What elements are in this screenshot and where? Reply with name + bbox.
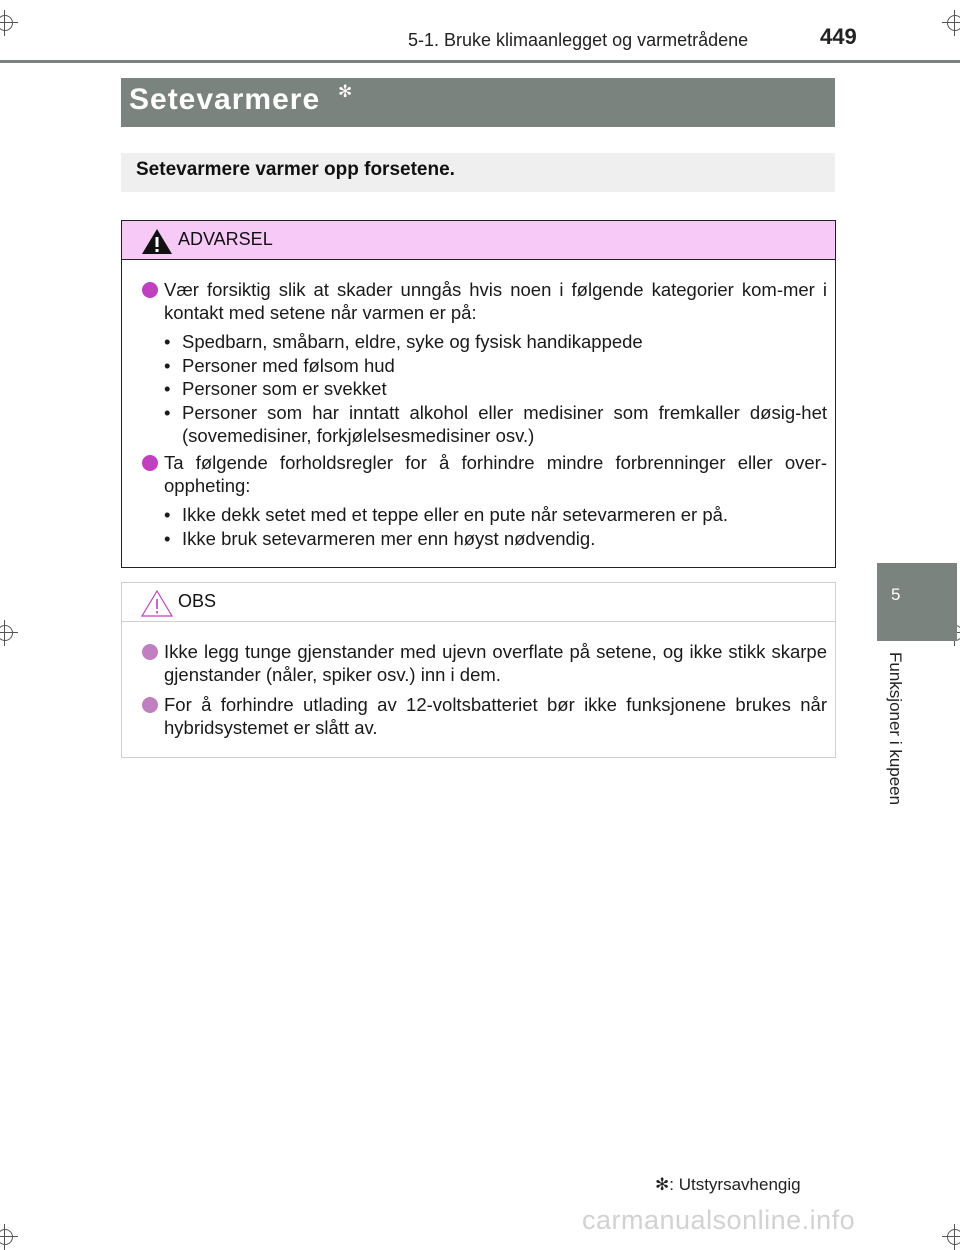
page-number: 449 bbox=[820, 24, 857, 49]
warning-sublist bbox=[164, 330, 827, 448]
registration-mark bbox=[942, 10, 960, 36]
list-item: • Personer som er svekket bbox=[164, 377, 827, 401]
summary-box bbox=[121, 153, 835, 192]
list-item: • Personer som har inntatt alkohol eller medisiner som fremkaller døsig-het (sovemedisiner, forkjølelsesmedisiner osv.) bbox=[164, 401, 827, 448]
warning-item bbox=[164, 451, 827, 497]
warning-triangle-icon bbox=[141, 227, 173, 255]
notice-item bbox=[164, 693, 827, 739]
warning-box bbox=[121, 220, 836, 568]
list-item: • Ikke dekk setet med et teppe eller en pute når setevarmeren er på. bbox=[164, 503, 827, 527]
list-item: • Spedbarn, småbarn, eldre, syke og fysisk handikappede bbox=[164, 330, 827, 354]
bullet-dot-icon bbox=[142, 644, 158, 660]
chapter-tab bbox=[877, 563, 957, 641]
header-section-title: 5-1. Bruke klimaanlegget og varmetrådene bbox=[408, 30, 749, 50]
warning-header bbox=[122, 221, 835, 260]
notice-label: OBS bbox=[178, 591, 217, 611]
footnote-text: : Utstyrsavhengig bbox=[669, 1175, 801, 1194]
footnote bbox=[655, 1175, 801, 1195]
bullet-dot-icon bbox=[142, 455, 158, 471]
equipment-marker-icon: ✻ bbox=[655, 1175, 670, 1194]
section-title-bar bbox=[121, 78, 835, 127]
chapter-label-text: Funksjoner i kupeen bbox=[886, 652, 905, 806]
chapter-label bbox=[883, 652, 909, 827]
list-item: • Ikke bruk setevarmeren mer enn høyst nødvendig. bbox=[164, 527, 827, 551]
warning-item-text: Ta følgende forholdsregler for å forhindre mindre forbrenninger eller over-oppheting: bbox=[164, 452, 827, 496]
bullet-dot-icon bbox=[142, 282, 158, 298]
notice-item bbox=[164, 640, 827, 686]
warning-label: ADVARSEL bbox=[178, 229, 273, 249]
watermark: carmanualsonline.info bbox=[582, 1205, 856, 1235]
header-divider bbox=[0, 60, 960, 63]
summary-text: Setevarmere varmer opp forsetene. bbox=[136, 159, 455, 180]
equipment-marker-icon: ✻ bbox=[338, 82, 353, 101]
chapter-number: 5 bbox=[891, 585, 901, 604]
notice-header bbox=[122, 583, 835, 622]
registration-mark bbox=[0, 10, 18, 36]
warning-item-text: Vær forsiktig slik at skader unngås hvis noen i følgende kategorier kom-mer i kontakt med setene når varmen er på: bbox=[164, 279, 827, 323]
warning-item bbox=[164, 278, 827, 324]
registration-mark bbox=[0, 620, 18, 646]
registration-mark bbox=[0, 1224, 18, 1250]
list-item: • Personer med følsom hud bbox=[164, 354, 827, 378]
notice-item-text: For å forhindre utlading av 12-voltsbatteriet bør ikke funksjonene brukes når hybridsystemet er slått av. bbox=[164, 694, 827, 738]
notice-item-text: Ikke legg tunge gjenstander med ujevn overflate på setene, og ikke stikk skarpe gjenstander (nåler, spiker osv.) inn i dem. bbox=[164, 641, 827, 685]
page-title: Setevarmere bbox=[129, 83, 321, 116]
registration-mark bbox=[942, 1224, 960, 1250]
bullet-dot-icon bbox=[142, 697, 158, 713]
caution-triangle-icon bbox=[141, 589, 173, 617]
warning-sublist bbox=[164, 503, 827, 550]
notice-box bbox=[121, 582, 836, 758]
